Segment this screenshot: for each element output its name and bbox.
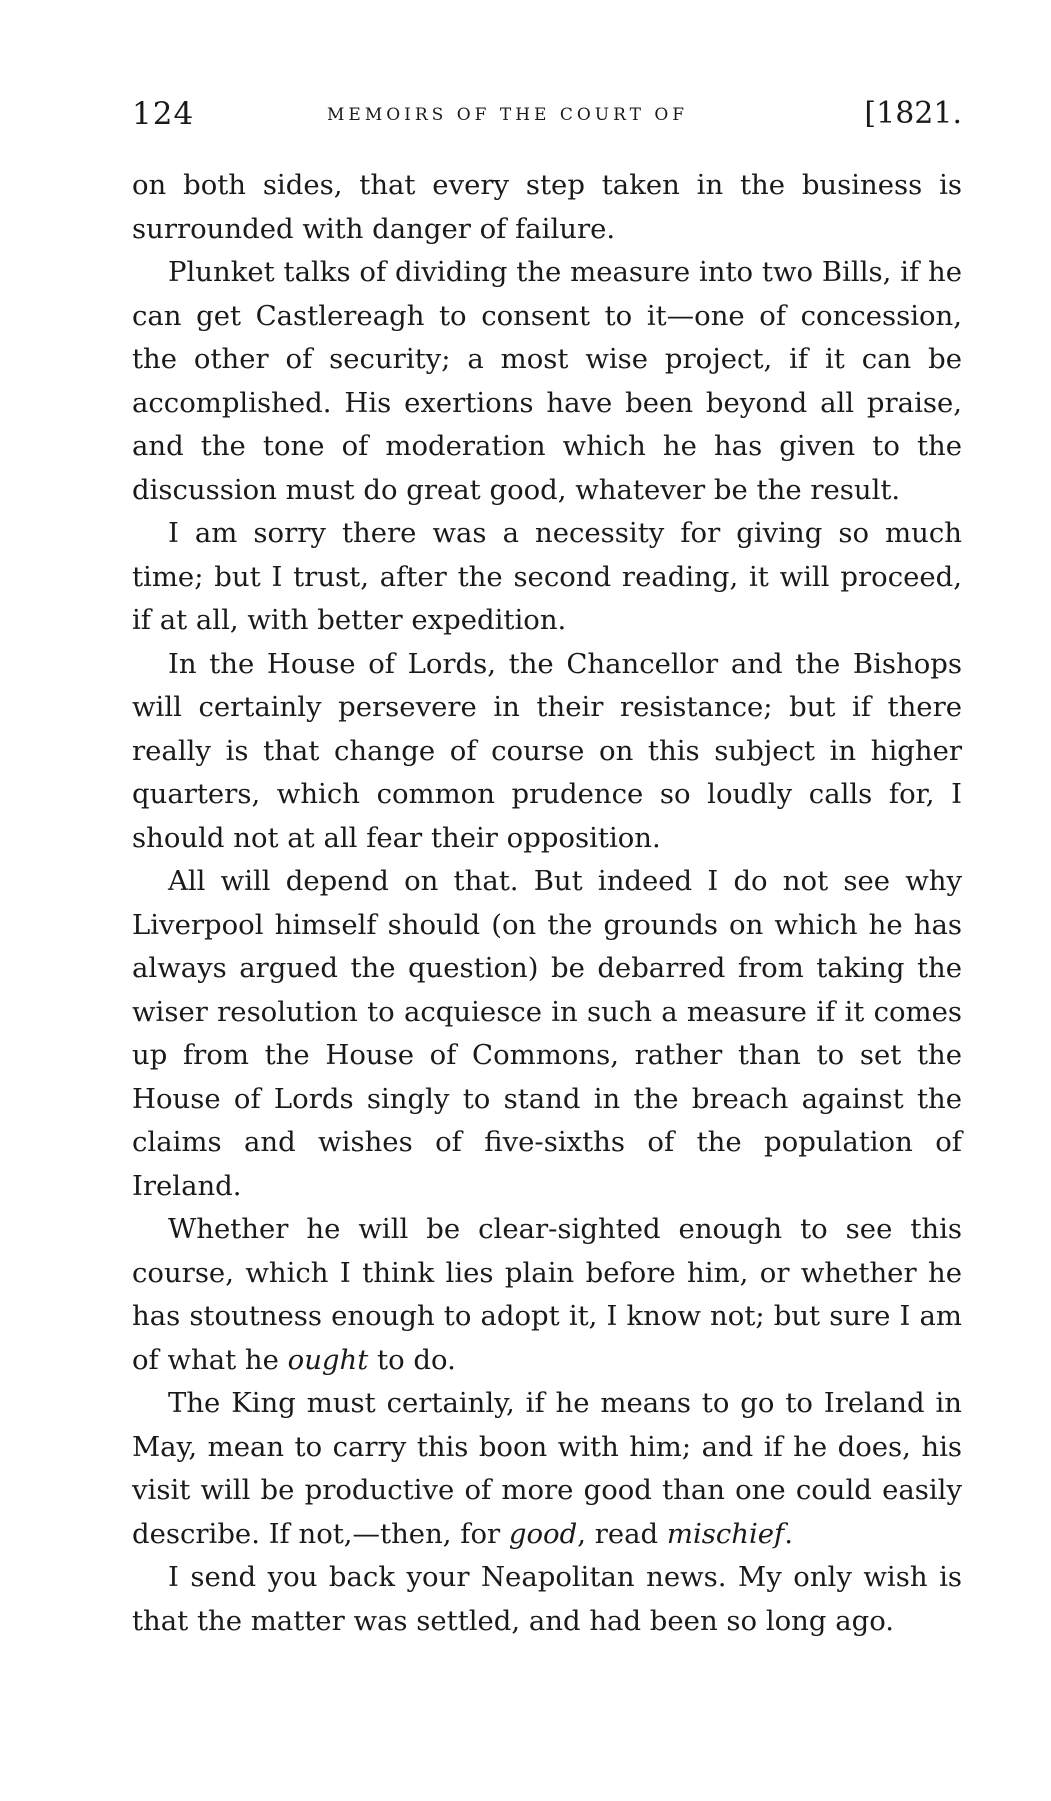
paragraph-4: In the House of Lords, the Chancellor and the Bishops will certainly persevere in their resistance; but if there really is that change of course on this subject in higher quarters, which common prudence so loudly calls for, I should not at all fear their opposition. xyxy=(132,647,962,854)
paragraph-2: Plunket talks of dividing the measure into two Bills, if he can get Castlereagh to consent to it—one of concession, the other of security; a most wise project, if it can be accomplished. His exertions have been beyond all praise, and the tone of moderation which he has given to the discussion must do great good, whatever be the result. xyxy=(132,256,962,506)
running-title: MEMOIRS OF THE COURT OF xyxy=(327,105,689,125)
emphasis-mischief: mischief xyxy=(666,1517,785,1550)
paragraph-7-middle: , read xyxy=(577,1517,667,1550)
paragraph-5: All will depend on that. But indeed I do not see why Liverpool himself should (on the grounds on which he has always argued the question) be debarred from taking the wiser resolution to acquiesce in such a measure if it comes up from the House of Commons, rather than to set the House of Lords singly to stand in the breach against the claims and wishes of five-sixths of the population of Ireland. xyxy=(132,865,962,1202)
emphasis-ought: ought xyxy=(287,1343,369,1376)
paragraph-7-text: The King must certainly, if he means to go to Ireland in May, mean to carry this boon with him; and if he does, his visit will be productive of more good than one could easily describe. If not,—then, for xyxy=(132,1387,962,1550)
paragraph-3: I am sorry there was a necessity for giving so much time; but I trust, after the second reading, it will proceed, if at all, with better expedition. xyxy=(132,517,962,636)
paragraph-7 xyxy=(132,1382,962,1556)
paragraph-7-end: . xyxy=(784,1517,793,1550)
emphasis-good: good xyxy=(508,1517,578,1550)
page-header xyxy=(132,96,962,136)
paragraph-8: I send you back your Neapolitan news. My only wish is that the matter was settled, and had been so long ago. xyxy=(132,1561,962,1637)
year-mark: [1821. xyxy=(864,96,962,131)
body-text xyxy=(132,164,962,1643)
paragraph-6-text: Whether he will be clear-sighted enough to see this course, which I think lies plain before him, or whether he has stoutness enough to adopt it, I know not; but sure I am of what he xyxy=(132,1213,962,1376)
page-number: 124 xyxy=(132,96,195,132)
paragraph-6 xyxy=(132,1208,962,1382)
paragraph-6-end: to do. xyxy=(368,1343,456,1376)
paragraph-1: on both sides, that every step taken in the business is surrounded with danger of failure. xyxy=(132,169,962,245)
